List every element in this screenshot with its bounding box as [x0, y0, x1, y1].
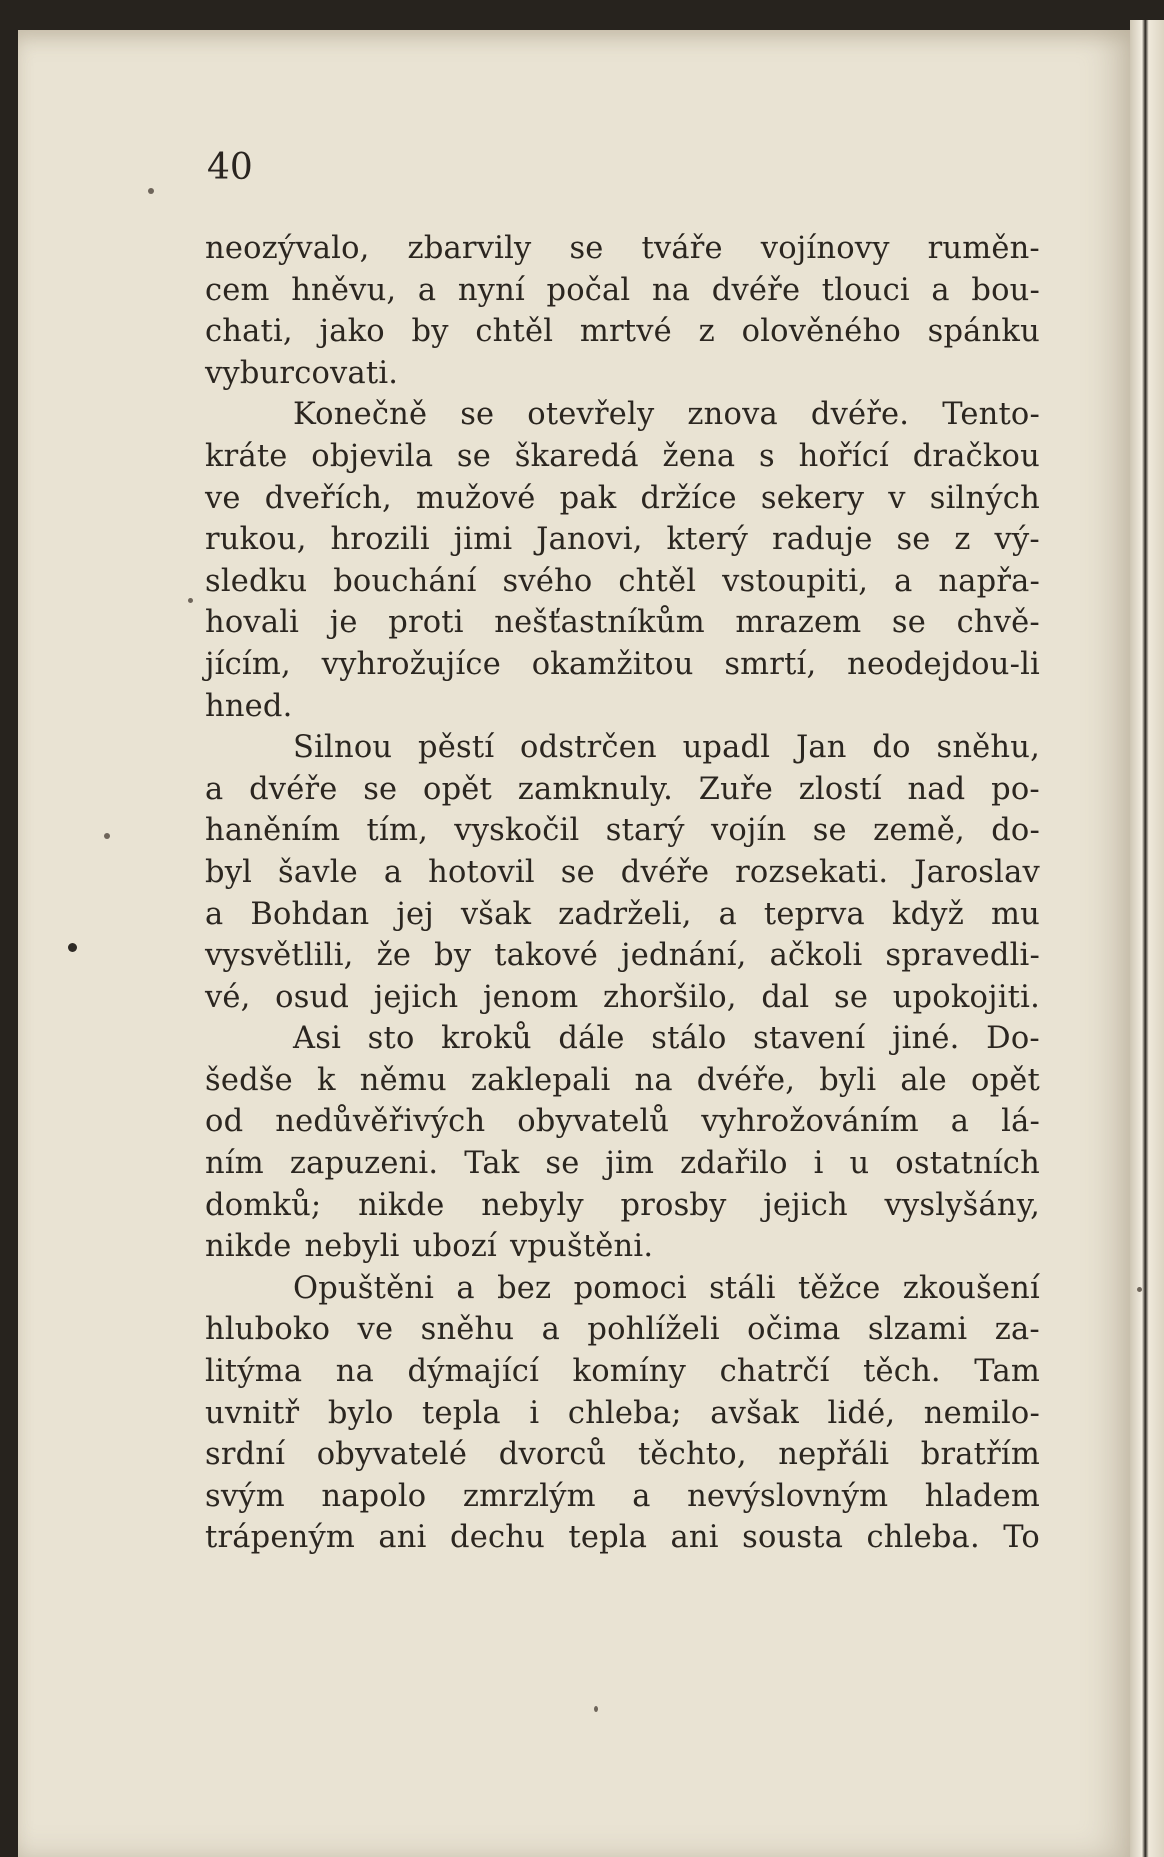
word: Jaroslav [914, 854, 1040, 890]
word: odstrčen [520, 730, 657, 766]
word: zmrzlým [462, 1478, 596, 1514]
word: ubozí [412, 1229, 497, 1265]
word: na [634, 1062, 673, 1098]
word: vysvětlili, [205, 938, 354, 974]
text-line [205, 1434, 1040, 1476]
word: hotovil [428, 854, 535, 890]
word: jako [319, 314, 385, 350]
word: avšak [710, 1395, 799, 1431]
word: však [460, 896, 532, 932]
word: hned. [205, 688, 293, 724]
word: dračkou [912, 438, 1040, 474]
word: zdařilo [680, 1146, 788, 1182]
text-line [205, 1268, 1040, 1310]
word: prosby [620, 1187, 727, 1223]
paper-speck [68, 943, 77, 952]
word: držíce [640, 480, 737, 516]
word: sekery [760, 480, 865, 516]
word: se [545, 1146, 580, 1182]
word: smrtí, [724, 646, 817, 682]
word: sněhu, [936, 730, 1040, 766]
word: na [335, 1354, 375, 1390]
text-line [205, 935, 1040, 977]
word: neozývalo, [205, 231, 370, 266]
word: sto [367, 1021, 415, 1057]
word: do- [991, 813, 1040, 849]
word: zaklepali [470, 1062, 611, 1098]
text-line [205, 561, 1040, 603]
word: očima [747, 1312, 841, 1348]
word: mrazem [735, 605, 862, 641]
word: zhoršilo, [603, 979, 737, 1015]
word: spravedli- [885, 938, 1040, 974]
word: šedše [205, 1062, 293, 1098]
word: k [317, 1062, 336, 1098]
word: opět [423, 771, 492, 807]
word: komíny [572, 1354, 687, 1390]
text-line [205, 602, 1040, 644]
word: bouchání [333, 563, 477, 599]
word: dal [761, 979, 810, 1015]
word: Tak [464, 1146, 520, 1182]
word: těch. [863, 1354, 941, 1390]
word: se [569, 231, 604, 266]
word: nešťastníkům [494, 605, 705, 641]
word: zadrželi, [558, 896, 692, 932]
word: chtěl [475, 314, 554, 350]
text-line [205, 1476, 1040, 1518]
word: bylo [327, 1395, 394, 1431]
word: jiné. [891, 1021, 960, 1057]
word: jejich [373, 979, 459, 1015]
word: opět [971, 1062, 1040, 1098]
paper-speck [148, 188, 154, 194]
word: ním [205, 1146, 264, 1182]
word: nikde [205, 1229, 292, 1265]
word: tlouci [821, 272, 910, 308]
text-line [205, 1393, 1040, 1435]
word: ani [670, 1520, 719, 1556]
word: znova [687, 397, 778, 433]
word: pak [559, 480, 617, 516]
word: vyburcovati. [205, 355, 399, 391]
word: jim [605, 1146, 655, 1182]
word: obyvatelé [316, 1437, 468, 1473]
text-line [205, 1309, 1040, 1351]
word: šavle [278, 854, 358, 890]
word: nemilo- [923, 1395, 1040, 1431]
word: tváře [641, 231, 723, 266]
word: stálo [651, 1021, 727, 1057]
word: ale [900, 1062, 947, 1098]
word: se [833, 979, 869, 1015]
word: do [872, 730, 911, 766]
word: silných [929, 480, 1040, 516]
word: takové [494, 938, 599, 974]
word: nad [907, 771, 966, 807]
word: domků; [205, 1187, 322, 1223]
word: Bohdan [250, 896, 370, 932]
word: dechu [450, 1520, 545, 1556]
word: vé, [205, 979, 251, 1015]
word: zkoušení [902, 1270, 1040, 1306]
word: a [894, 563, 913, 599]
word: že [376, 938, 412, 974]
word: Jan [795, 730, 847, 766]
word: u [849, 1146, 870, 1182]
word: hrozili [330, 522, 430, 558]
text-line [205, 394, 1040, 436]
paper-speck [188, 598, 193, 603]
word: jej [396, 896, 434, 932]
word: mužové [416, 480, 536, 516]
word: se [560, 854, 595, 890]
word: a [205, 896, 224, 932]
word: litýma [205, 1354, 303, 1390]
word: svého [502, 563, 593, 599]
word: sledku [205, 563, 308, 599]
word: ačkoli [769, 938, 863, 974]
word: němu [359, 1062, 447, 1098]
word: stavení [753, 1021, 866, 1057]
word: se [456, 438, 492, 474]
word: slzami [867, 1312, 968, 1348]
word: rozsekati. [735, 854, 889, 890]
word: trápeným [205, 1520, 355, 1556]
word: nebyli [304, 1229, 400, 1265]
word: dvéře [620, 854, 710, 890]
word: vstoupiti, [722, 563, 869, 599]
word: Konečně [293, 397, 428, 433]
word: nepřáli [778, 1437, 890, 1473]
word: na [651, 272, 691, 308]
word: objevila [311, 438, 434, 474]
word: chleba; [567, 1395, 682, 1431]
word: chtěl [618, 563, 697, 599]
word: a [456, 1270, 475, 1306]
word: chvě- [956, 605, 1040, 641]
text-line [205, 894, 1040, 936]
word: a [417, 272, 437, 308]
word: ostatních [895, 1146, 1040, 1182]
word: i [813, 1146, 824, 1182]
word: vý- [994, 522, 1040, 558]
word: dále [558, 1021, 625, 1057]
text-line [205, 311, 1040, 353]
word: nedůvěřivých [275, 1104, 486, 1140]
word: hladem [924, 1478, 1040, 1514]
word: ruměn- [927, 231, 1040, 266]
text-line [205, 769, 1040, 811]
text-line [205, 977, 1040, 1019]
word: pěstí [418, 730, 495, 766]
word: stáli [709, 1270, 776, 1306]
word: vojín [710, 813, 787, 849]
word: jejich [763, 1187, 848, 1223]
word: dvéře, [696, 1062, 796, 1098]
word: olověného [741, 314, 901, 350]
word: Opuštěni [293, 1270, 435, 1306]
word: po- [991, 771, 1040, 807]
word: by [434, 938, 472, 974]
word: byli [819, 1062, 877, 1098]
word: zlostí [798, 771, 882, 807]
text-line [205, 727, 1040, 769]
word: neodejdou-li [847, 646, 1040, 682]
word: uvnitř [205, 1395, 300, 1431]
text-line [205, 1351, 1040, 1393]
word: země, [873, 813, 965, 849]
text-line [205, 478, 1040, 520]
word: a [632, 1478, 651, 1514]
word: To [1003, 1520, 1040, 1556]
word: jimi [453, 522, 513, 558]
word: hovali [205, 605, 300, 641]
page-number: 40 [207, 147, 253, 188]
word: vpuštěni. [510, 1229, 654, 1265]
text-line [205, 1226, 1040, 1268]
word: napřa- [938, 563, 1040, 599]
word: kroků [441, 1021, 532, 1057]
word: a [931, 272, 950, 308]
word: chati, [205, 314, 293, 350]
word: dvéře. [810, 397, 910, 433]
word: z [698, 314, 715, 350]
text-line [205, 1517, 1040, 1559]
word: škaredá [514, 438, 639, 474]
word: zbarvily [407, 231, 532, 266]
word: vyslyšány, [884, 1187, 1040, 1223]
text-line [205, 1101, 1040, 1143]
book-spine-edge [1130, 20, 1164, 1857]
word: hněvu, [291, 272, 397, 308]
word: od [205, 1104, 244, 1140]
word: dvorců [498, 1437, 607, 1473]
text-line [205, 686, 1040, 728]
word: v [888, 480, 906, 516]
word: Asi [293, 1021, 342, 1057]
word: vyhrožováním [701, 1104, 919, 1140]
word: napolo [321, 1478, 427, 1514]
text-line [205, 270, 1040, 312]
word: i [529, 1395, 540, 1431]
word: dvéře [249, 771, 338, 807]
word: svým [205, 1478, 285, 1514]
text-line [205, 1185, 1040, 1227]
word: byl [205, 854, 253, 890]
word: hluboko [205, 1312, 331, 1348]
word: mu [990, 896, 1040, 932]
word: a [718, 896, 737, 932]
word: ani [378, 1520, 427, 1556]
word: Zuře [698, 771, 774, 807]
word: a [383, 854, 403, 890]
word: okamžitou [531, 646, 694, 682]
word: sněhu [420, 1312, 515, 1348]
word: chatrčí [719, 1354, 830, 1390]
word: nevýslovným [687, 1478, 889, 1514]
text-line [205, 1060, 1040, 1102]
word: ve [205, 480, 241, 516]
paper-speck [1137, 1287, 1142, 1292]
word: žena [662, 438, 736, 474]
word: rukou, [205, 522, 307, 558]
text-line [205, 810, 1040, 852]
word: těžce [797, 1270, 881, 1306]
word: tepla [422, 1395, 501, 1431]
word: obyvatelů [517, 1104, 670, 1140]
word: počal [546, 272, 631, 308]
word: když [891, 896, 964, 932]
text-line [205, 519, 1040, 561]
word: dvéře [711, 272, 801, 308]
word: dveřích, [264, 480, 392, 516]
word: vojínovy [760, 231, 890, 266]
text-line [205, 644, 1040, 686]
body-text [205, 228, 1040, 1559]
word: tím, [366, 813, 428, 849]
word: a [950, 1104, 970, 1140]
word: vyhrožujíce [321, 646, 501, 682]
word: osud [275, 979, 350, 1015]
word: s [759, 438, 775, 474]
word: se [363, 771, 398, 807]
word: spánku [927, 314, 1040, 350]
word: Tam [974, 1354, 1040, 1390]
word: otevřely [527, 397, 655, 433]
text-line [205, 436, 1040, 478]
word: srdní [205, 1437, 286, 1473]
word: raduje [771, 522, 873, 558]
word: a [541, 1312, 560, 1348]
word: pohlíželi [587, 1312, 720, 1348]
word: by [411, 314, 449, 350]
word: bez [497, 1270, 552, 1306]
word: se [896, 522, 931, 558]
word: chleba. [866, 1520, 980, 1556]
word: bou- [971, 272, 1040, 308]
word: Do- [986, 1021, 1040, 1057]
word: jednání, [621, 938, 747, 974]
word: zamknuly. [517, 771, 674, 807]
word: upadl [682, 730, 771, 766]
word: se [812, 813, 847, 849]
word: kráte [205, 438, 288, 474]
text-line [205, 852, 1040, 894]
word: hořící [798, 438, 889, 474]
word: lidé, [827, 1395, 896, 1431]
word: haněním [205, 813, 341, 849]
word: proti [388, 605, 464, 641]
word: Janovi, [536, 522, 643, 558]
word: jícím, [205, 646, 291, 682]
word: bratřím [920, 1437, 1040, 1473]
word: upokojiti. [892, 979, 1040, 1015]
word: který [666, 522, 749, 558]
paper-speck [104, 833, 110, 839]
word: teprva [763, 896, 865, 932]
word: se [460, 397, 495, 433]
word: zapuzeni. [289, 1146, 439, 1182]
word: nyní [457, 272, 525, 308]
text-line [205, 353, 1040, 395]
word: ve [357, 1312, 394, 1348]
word: cem [205, 272, 270, 308]
word: se [891, 605, 927, 641]
text-line [205, 1018, 1040, 1060]
word: Silnou [293, 730, 393, 766]
word: lá- [1001, 1104, 1040, 1140]
word: sousta [742, 1520, 844, 1556]
word: tepla [568, 1520, 648, 1556]
word: z [954, 522, 971, 558]
paper-speck [594, 1706, 598, 1712]
word: a [205, 771, 224, 807]
word: vyskočil [454, 813, 580, 849]
text-line [205, 1143, 1040, 1185]
word: nikde [358, 1187, 445, 1223]
word: za- [994, 1312, 1040, 1348]
word: těchto, [637, 1437, 747, 1473]
word: starý [605, 813, 685, 849]
text-line [205, 228, 1040, 270]
word: Tento- [942, 397, 1040, 433]
word: mrtvé [579, 314, 672, 350]
word: pomoci [573, 1270, 687, 1306]
word: jenom [483, 979, 579, 1015]
word: je [329, 605, 358, 641]
word: dýmající [407, 1354, 540, 1390]
word: nebyly [481, 1187, 584, 1223]
